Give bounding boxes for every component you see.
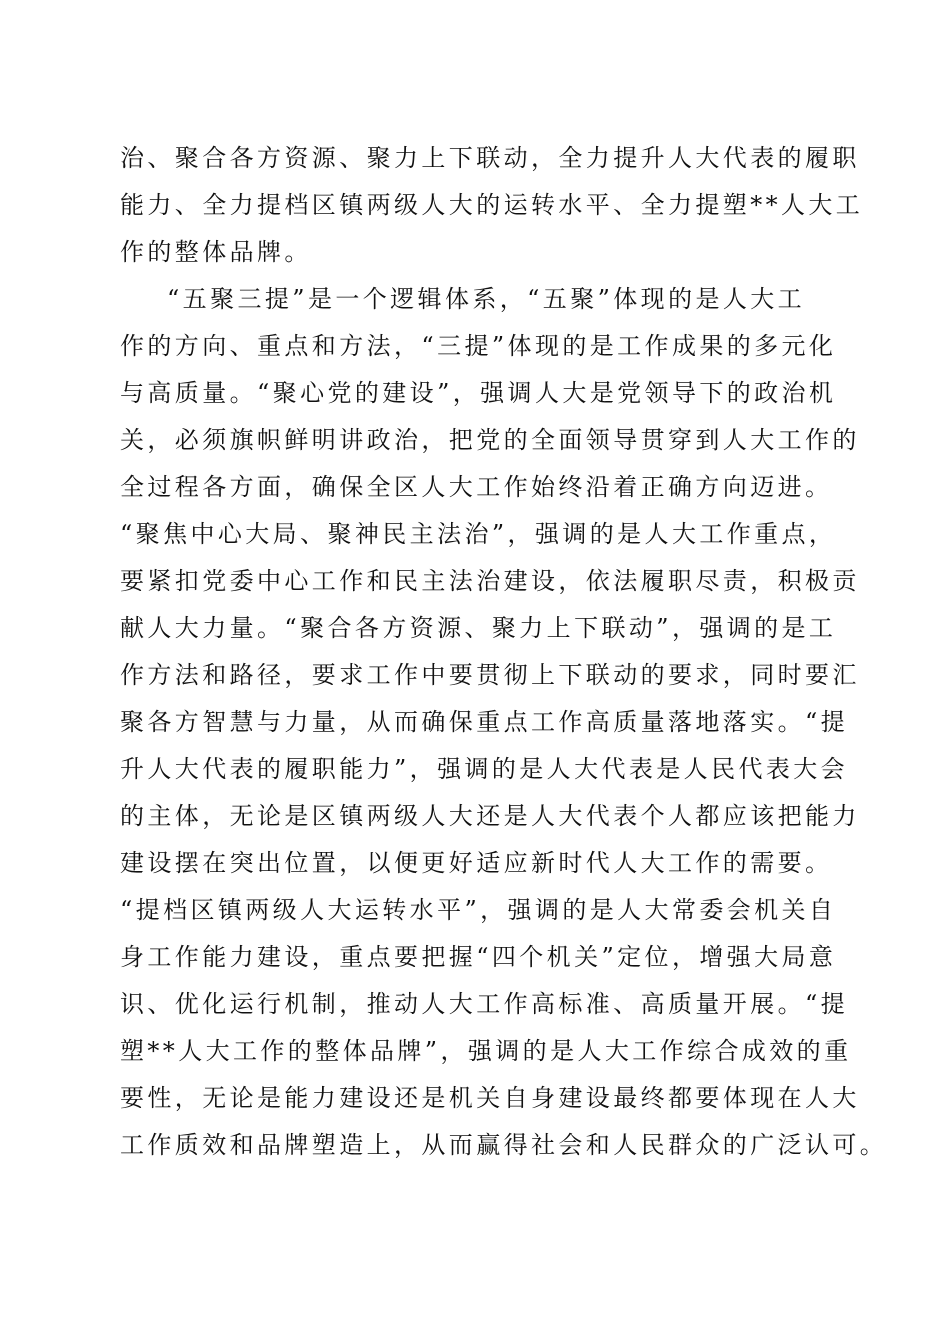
text-line-1: 治、聚合各方资源、聚力上下联动，全力提升人大代表的履职 — [120, 144, 860, 172]
text-line-8: 全过程各方面，确保全区人大工作始终沿着正确方向迈进。 — [120, 473, 833, 501]
text-line-2: 能力、全力提档区镇两级人大的运转水平、全力提塑**人大工 — [120, 191, 864, 219]
text-line-7: 关，必须旗帜鲜明讲政治，把党的全面领导贯穿到人大工作的 — [120, 426, 860, 454]
text-line-6: 与高质量。“聚心党的建设”，强调人大是党领导下的政治机 — [120, 379, 837, 407]
text-line-16: 建设摆在突出位置，以便更好适应新时代人大工作的需要。 — [120, 849, 833, 877]
text-line-20: 塑**人大工作的整体品牌”，强调的是人大工作综合成效的重 — [120, 1037, 852, 1065]
text-line-21: 要性，无论是能力建设还是机关自身建设最终都要体现在人大 — [120, 1084, 860, 1112]
text-line-18: 身工作能力建设，重点要把握“四个机关”定位，增强大局意 — [120, 943, 837, 971]
text-line-9: “聚焦中心大局、聚神民主法治”，强调的是人大工作重点， — [120, 520, 837, 548]
text-line-22: 工作质效和品牌塑造上，从而赢得社会和人民群众的广泛认可。 — [120, 1131, 888, 1159]
text-line-15: 的主体，无论是区镇两级人大还是人大代表个人都应该把能力 — [120, 802, 860, 830]
text-line-5: 作的方向、重点和方法，“三提”体现的是工作成果的多元化 — [120, 332, 837, 360]
text-line-14: 升人大代表的履职能力”，强调的是人大代表是人民代表大会 — [120, 755, 849, 783]
text-line-12: 作方法和路径，要求工作中要贯彻上下联动的要求，同时要汇 — [120, 661, 860, 689]
text-line-10: 要紧扣党委中心工作和民主法治建设，依法履职尽责，积极贡 — [120, 567, 860, 595]
text-line-13: 聚各方智慧与力量，从而确保重点工作高质量落地落实。“提 — [120, 708, 849, 736]
text-line-17: “提档区镇两级人大运转水平”，强调的是人大常委会机关自 — [120, 896, 837, 924]
text-line-11: 献人大力量。“聚合各方资源、聚力上下联动”，强调的是工 — [120, 614, 837, 642]
paragraph-start-line: “五聚三提”是一个逻辑体系，“五聚”体现的是人大工 — [167, 285, 806, 313]
text-line-3: 作的整体品牌。 — [120, 238, 312, 266]
text-line-19: 识、优化运行机制，推动人大工作高标准、高质量开展。“提 — [120, 990, 849, 1018]
